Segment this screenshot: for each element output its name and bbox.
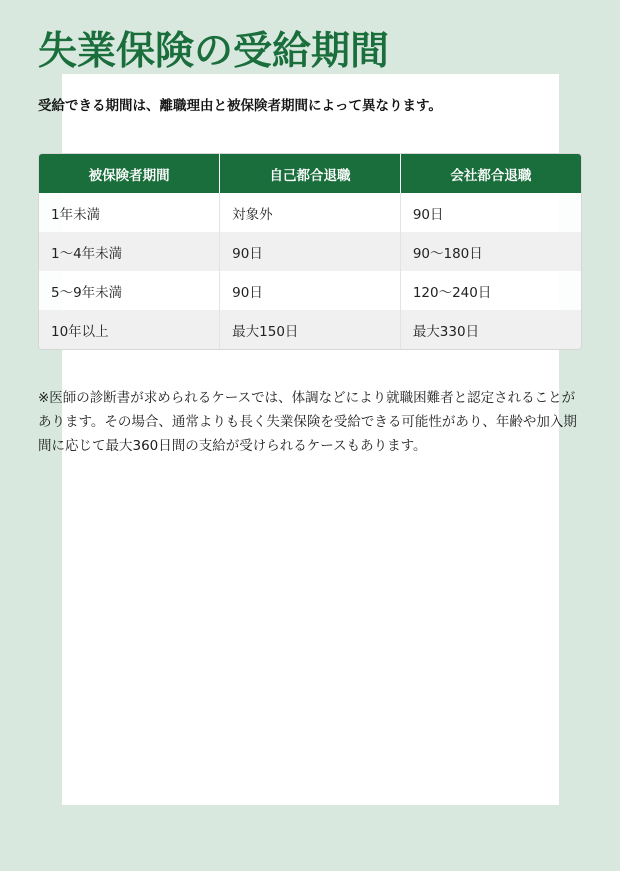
table-cell: 最大330日 (400, 310, 581, 349)
table-cell: 90日 (400, 193, 581, 232)
table-header-row (39, 154, 581, 193)
footnote: ※医師の診断書が求められるケースでは、体調などにより就職困難者と認定されることがあります。その場合、通常よりも長く失業保険を受給できる可能性があり、年齢や加入期間に応じて最大360日間の支給が受けられるケースもあります。 (38, 390, 577, 454)
table-cell: 1〜4年未満 (39, 232, 220, 271)
column-header-insured-period: 被保険者期間 (39, 154, 220, 193)
page-title: 失業保険の受給期間 (38, 29, 390, 74)
column-header-company-resignation: 会社都合退職 (400, 154, 581, 193)
benefit-period-table (38, 153, 582, 350)
column-header-voluntary-resignation: 自己都合退職 (220, 154, 401, 193)
table-cell: 90〜180日 (400, 232, 581, 271)
table-row (39, 232, 581, 271)
table-row (39, 271, 581, 310)
table-cell: 1年未満 (39, 193, 220, 232)
table-cell: 最大150日 (220, 310, 401, 349)
page-subtitle: 受給できる期間は、離職理由と被保険者期間によって異なります。 (38, 98, 442, 114)
table-row (39, 193, 581, 232)
document-content (38, 26, 580, 472)
table-cell: 10年以上 (39, 310, 220, 349)
table-cell: 90日 (220, 232, 401, 271)
table-cell: 5〜9年未満 (39, 271, 220, 310)
table-cell: 90日 (220, 271, 401, 310)
table-cell: 120〜240日 (400, 271, 581, 310)
table-cell: 対象外 (220, 193, 401, 232)
table-row (39, 310, 581, 349)
